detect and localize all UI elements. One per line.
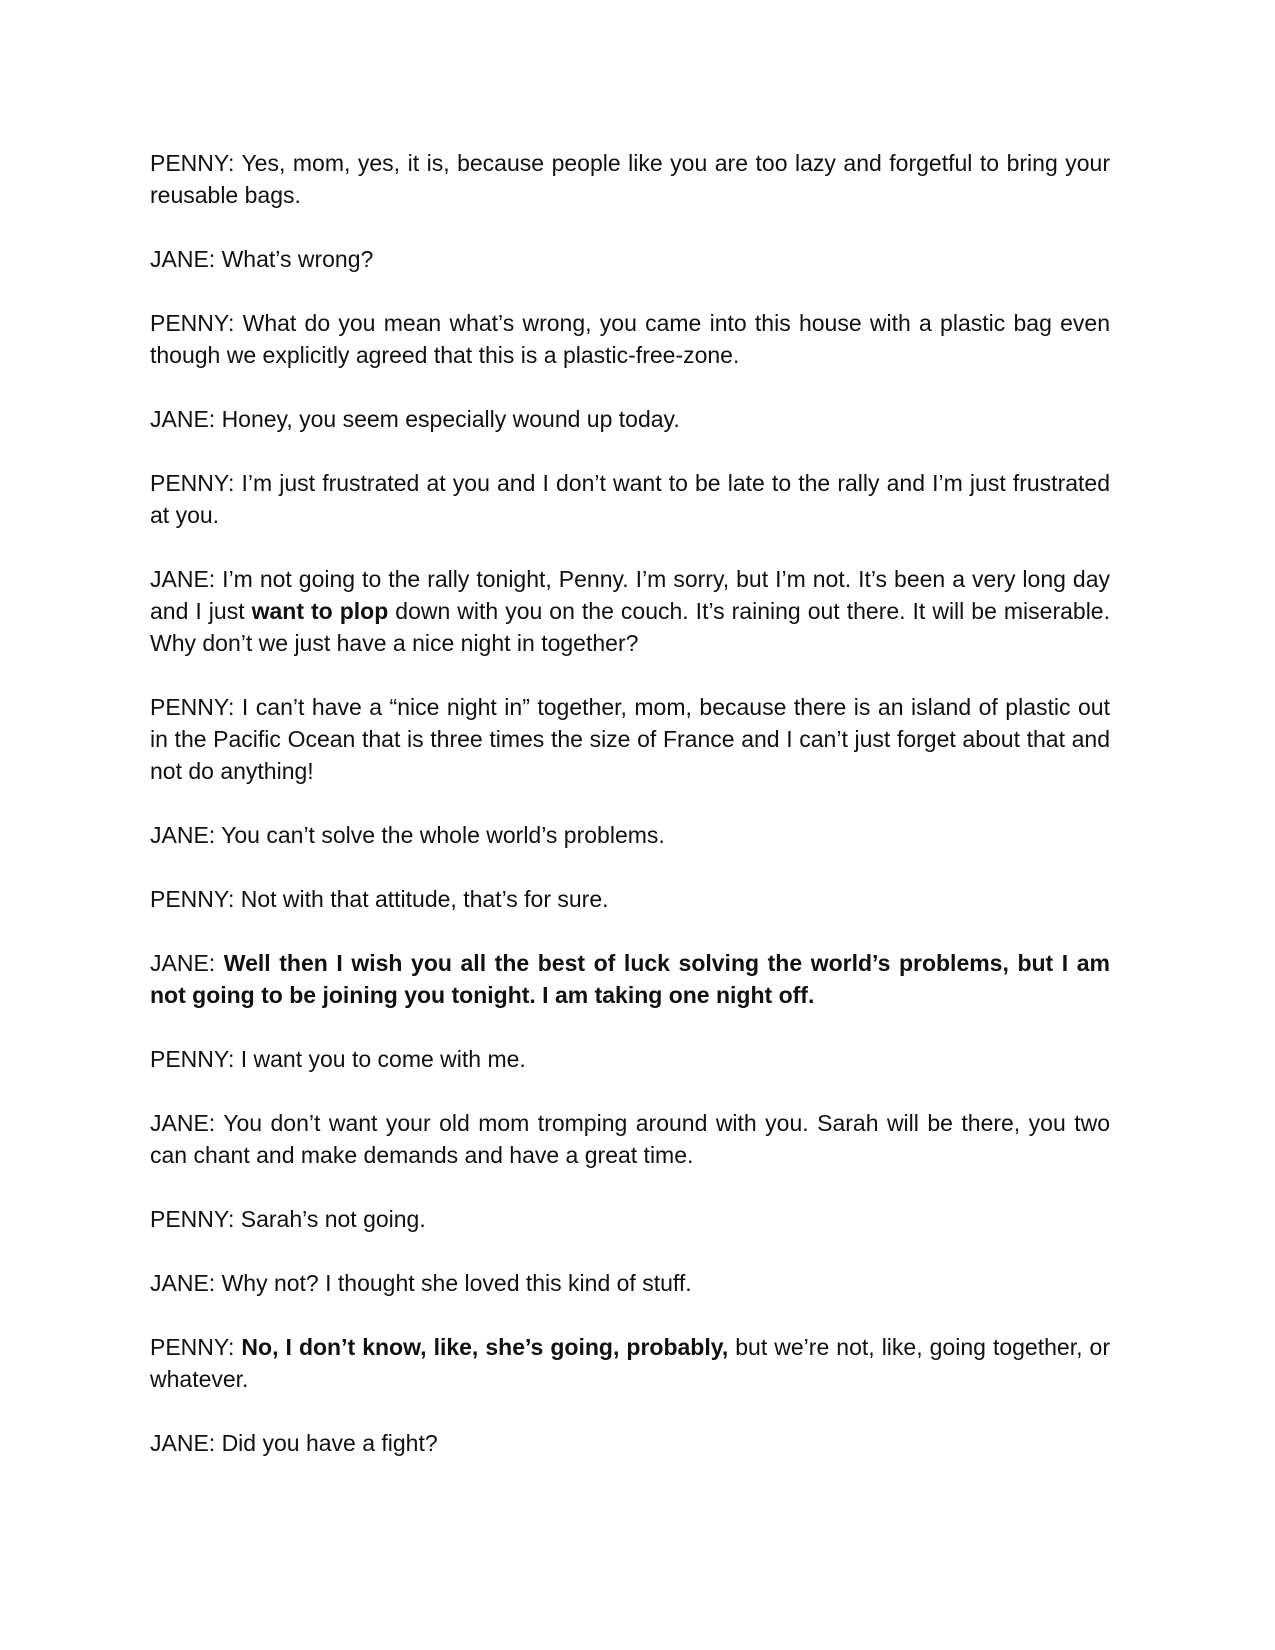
- text-segment: PENNY: I can’t have a “nice night in” together, mom, because there is an island of plastic out in the Pacific Ocean that is three times the size of France and I can’t just forget about that and not do anything!: [150, 694, 1110, 784]
- text-segment: but we’re not, like, going together, or whatever.: [150, 1334, 1110, 1392]
- text-segment: JANE: Honey, you seem especially wound up today.: [150, 406, 680, 432]
- dialogue-paragraph: [150, 1331, 1110, 1395]
- text-segment: PENNY: Sarah’s not going.: [150, 1206, 426, 1232]
- dialogue-paragraph: [150, 1107, 1110, 1171]
- text-segment: JANE: You can’t solve the whole world’s problems.: [150, 822, 665, 848]
- dialogue-paragraph: [150, 1427, 1110, 1459]
- text-segment: JANE: You don’t want your old mom tromping around with you. Sarah will be there, you two can chant and make demands and have a great time.: [150, 1110, 1110, 1168]
- dialogue-paragraph: [150, 563, 1110, 659]
- dialogue-paragraph: [150, 819, 1110, 851]
- dialogue-paragraph: [150, 947, 1110, 1011]
- dialogue-paragraph: [150, 1043, 1110, 1075]
- text-segment: PENNY: I want you to come with me.: [150, 1046, 526, 1072]
- dialogue-paragraph: [150, 467, 1110, 531]
- dialogue-paragraph: [150, 691, 1110, 787]
- bold-text-segment: No, I don’t know, like, she’s going, probably,: [241, 1334, 729, 1360]
- text-segment: JANE: I’m not going to the rally tonight, Penny. I’m sorry, but I’m not. It’s been a very long day and I just: [150, 566, 1110, 624]
- dialogue-paragraph: [150, 883, 1110, 915]
- text-segment: PENNY: Yes, mom, yes, it is, because people like you are too lazy and forgetful to bring your reusable bags.: [150, 150, 1110, 208]
- dialogue-paragraph: [150, 1203, 1110, 1235]
- script-page: [150, 147, 1110, 1491]
- text-segment: JANE: Did you have a fight?: [150, 1430, 438, 1456]
- text-segment: PENNY:: [150, 1334, 242, 1360]
- text-segment: JANE:: [150, 950, 224, 976]
- bold-text-segment: Well then I wish you all the best of luck solving the world’s problems, but I am not going to be joining you tonight. I am taking one night off.: [150, 950, 1111, 1008]
- dialogue-paragraph: [150, 403, 1110, 435]
- text-segment: PENNY: Not with that attitude, that’s for sure.: [150, 886, 609, 912]
- dialogue-paragraph: [150, 1267, 1110, 1299]
- text-segment: JANE: What’s wrong?: [150, 246, 374, 272]
- bold-text-segment: want to plop: [251, 598, 389, 624]
- dialogue-paragraph: [150, 147, 1110, 211]
- dialogue-paragraph: [150, 307, 1110, 371]
- text-segment: JANE: Why not? I thought she loved this kind of stuff.: [150, 1270, 692, 1296]
- text-segment: PENNY: What do you mean what’s wrong, you came into this house with a plastic bag even though we explicitly agreed that this is a plastic-free-zone.: [150, 310, 1110, 368]
- text-segment: PENNY: I’m just frustrated at you and I don’t want to be late to the rally and I’m just frustrated at you.: [150, 470, 1110, 528]
- dialogue-paragraph: [150, 243, 1110, 275]
- text-segment: down with you on the couch. It’s raining out there. It will be miserable. Why don’t we just have a nice night in together?: [150, 598, 1110, 656]
